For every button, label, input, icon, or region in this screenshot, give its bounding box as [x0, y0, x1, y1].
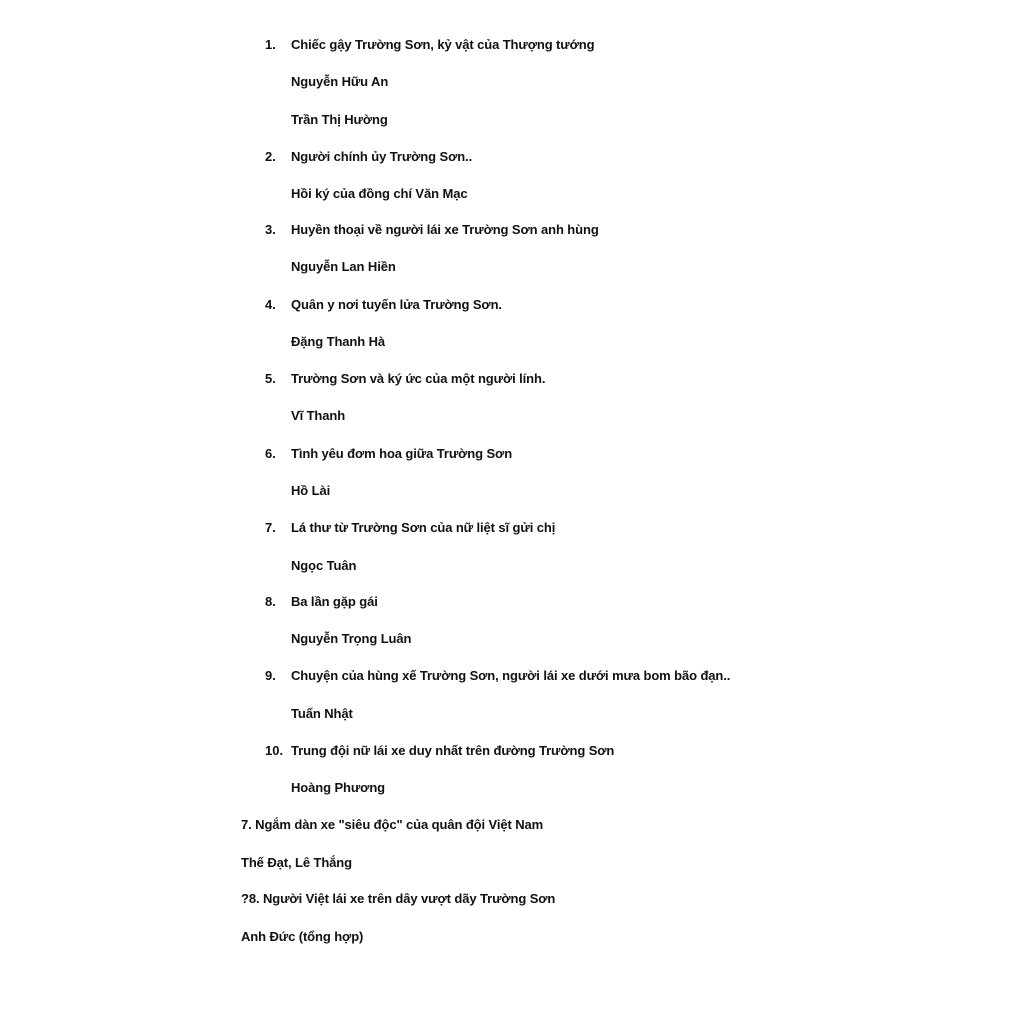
list-item-author: Hồ Lài — [291, 483, 331, 498]
list-item-title: Chiếc gậy Trường Sơn, kỷ vật của Thượng tướng — [291, 37, 595, 52]
list-number: 4. — [265, 297, 276, 312]
section-author: Anh Đức (tổng hợp) — [241, 929, 364, 944]
list-number: 2. — [265, 149, 276, 164]
list-item-title: Tình yêu đơm hoa giữa Trường Sơn — [291, 446, 513, 461]
section-author: Thế Đạt, Lê Thắng — [241, 855, 352, 870]
list-item-author: Đặng Thanh Hà — [291, 334, 386, 349]
list-item-title: Lá thư từ Trường Sơn của nữ liệt sĩ gửi chị — [291, 520, 556, 535]
section-title: 7. Ngắm dàn xe "siêu độc" của quân đội Việt Nam — [241, 817, 544, 832]
list-number: 8. — [265, 594, 276, 609]
list-item-author: Nguyễn Lan Hiền — [291, 259, 396, 274]
list-number: 3. — [265, 222, 276, 237]
list-item-author: Nguyễn Hữu An — [291, 74, 389, 89]
list-number: 9. — [265, 668, 276, 683]
list-item-title: Quân y nơi tuyến lửa Trường Sơn. — [291, 297, 502, 312]
list-number: 7. — [265, 520, 276, 535]
section-title: ?8. Người Việt lái xe trên dây vượt dãy Trường Sơn — [241, 891, 556, 906]
list-item-title: Chuyện của hùng xế Trường Sơn, người lái xe dưới mưa bom bão đạn.. — [291, 668, 731, 683]
list-item-author: Trần Thị Hường — [291, 112, 388, 127]
list-number: 10. — [265, 743, 284, 758]
list-item-title: Người chính ủy Trường Sơn.. — [291, 149, 473, 164]
list-item-author: Hoàng Phương — [291, 780, 386, 795]
list-number: 1. — [265, 37, 276, 52]
list-item-title: Ba lần gặp gái — [291, 594, 378, 609]
list-item-title: Trung đội nữ lái xe duy nhất trên đường Trường Sơn — [291, 743, 615, 758]
list-item-author: Tuấn Nhật — [291, 706, 353, 721]
list-number: 6. — [265, 446, 276, 461]
list-item-title: Trường Sơn và ký ức của một người lính. — [291, 371, 546, 386]
list-item-author: Vĩ Thanh — [291, 408, 346, 423]
list-item-author: Ngọc Tuân — [291, 558, 357, 573]
list-item-title: Huyền thoại về người lái xe Trường Sơn anh hùng — [291, 222, 599, 237]
list-item-author: Nguyễn Trọng Luân — [291, 631, 412, 646]
list-item-author: Hồi ký của đồng chí Văn Mạc — [291, 186, 468, 201]
list-number: 5. — [265, 371, 276, 386]
